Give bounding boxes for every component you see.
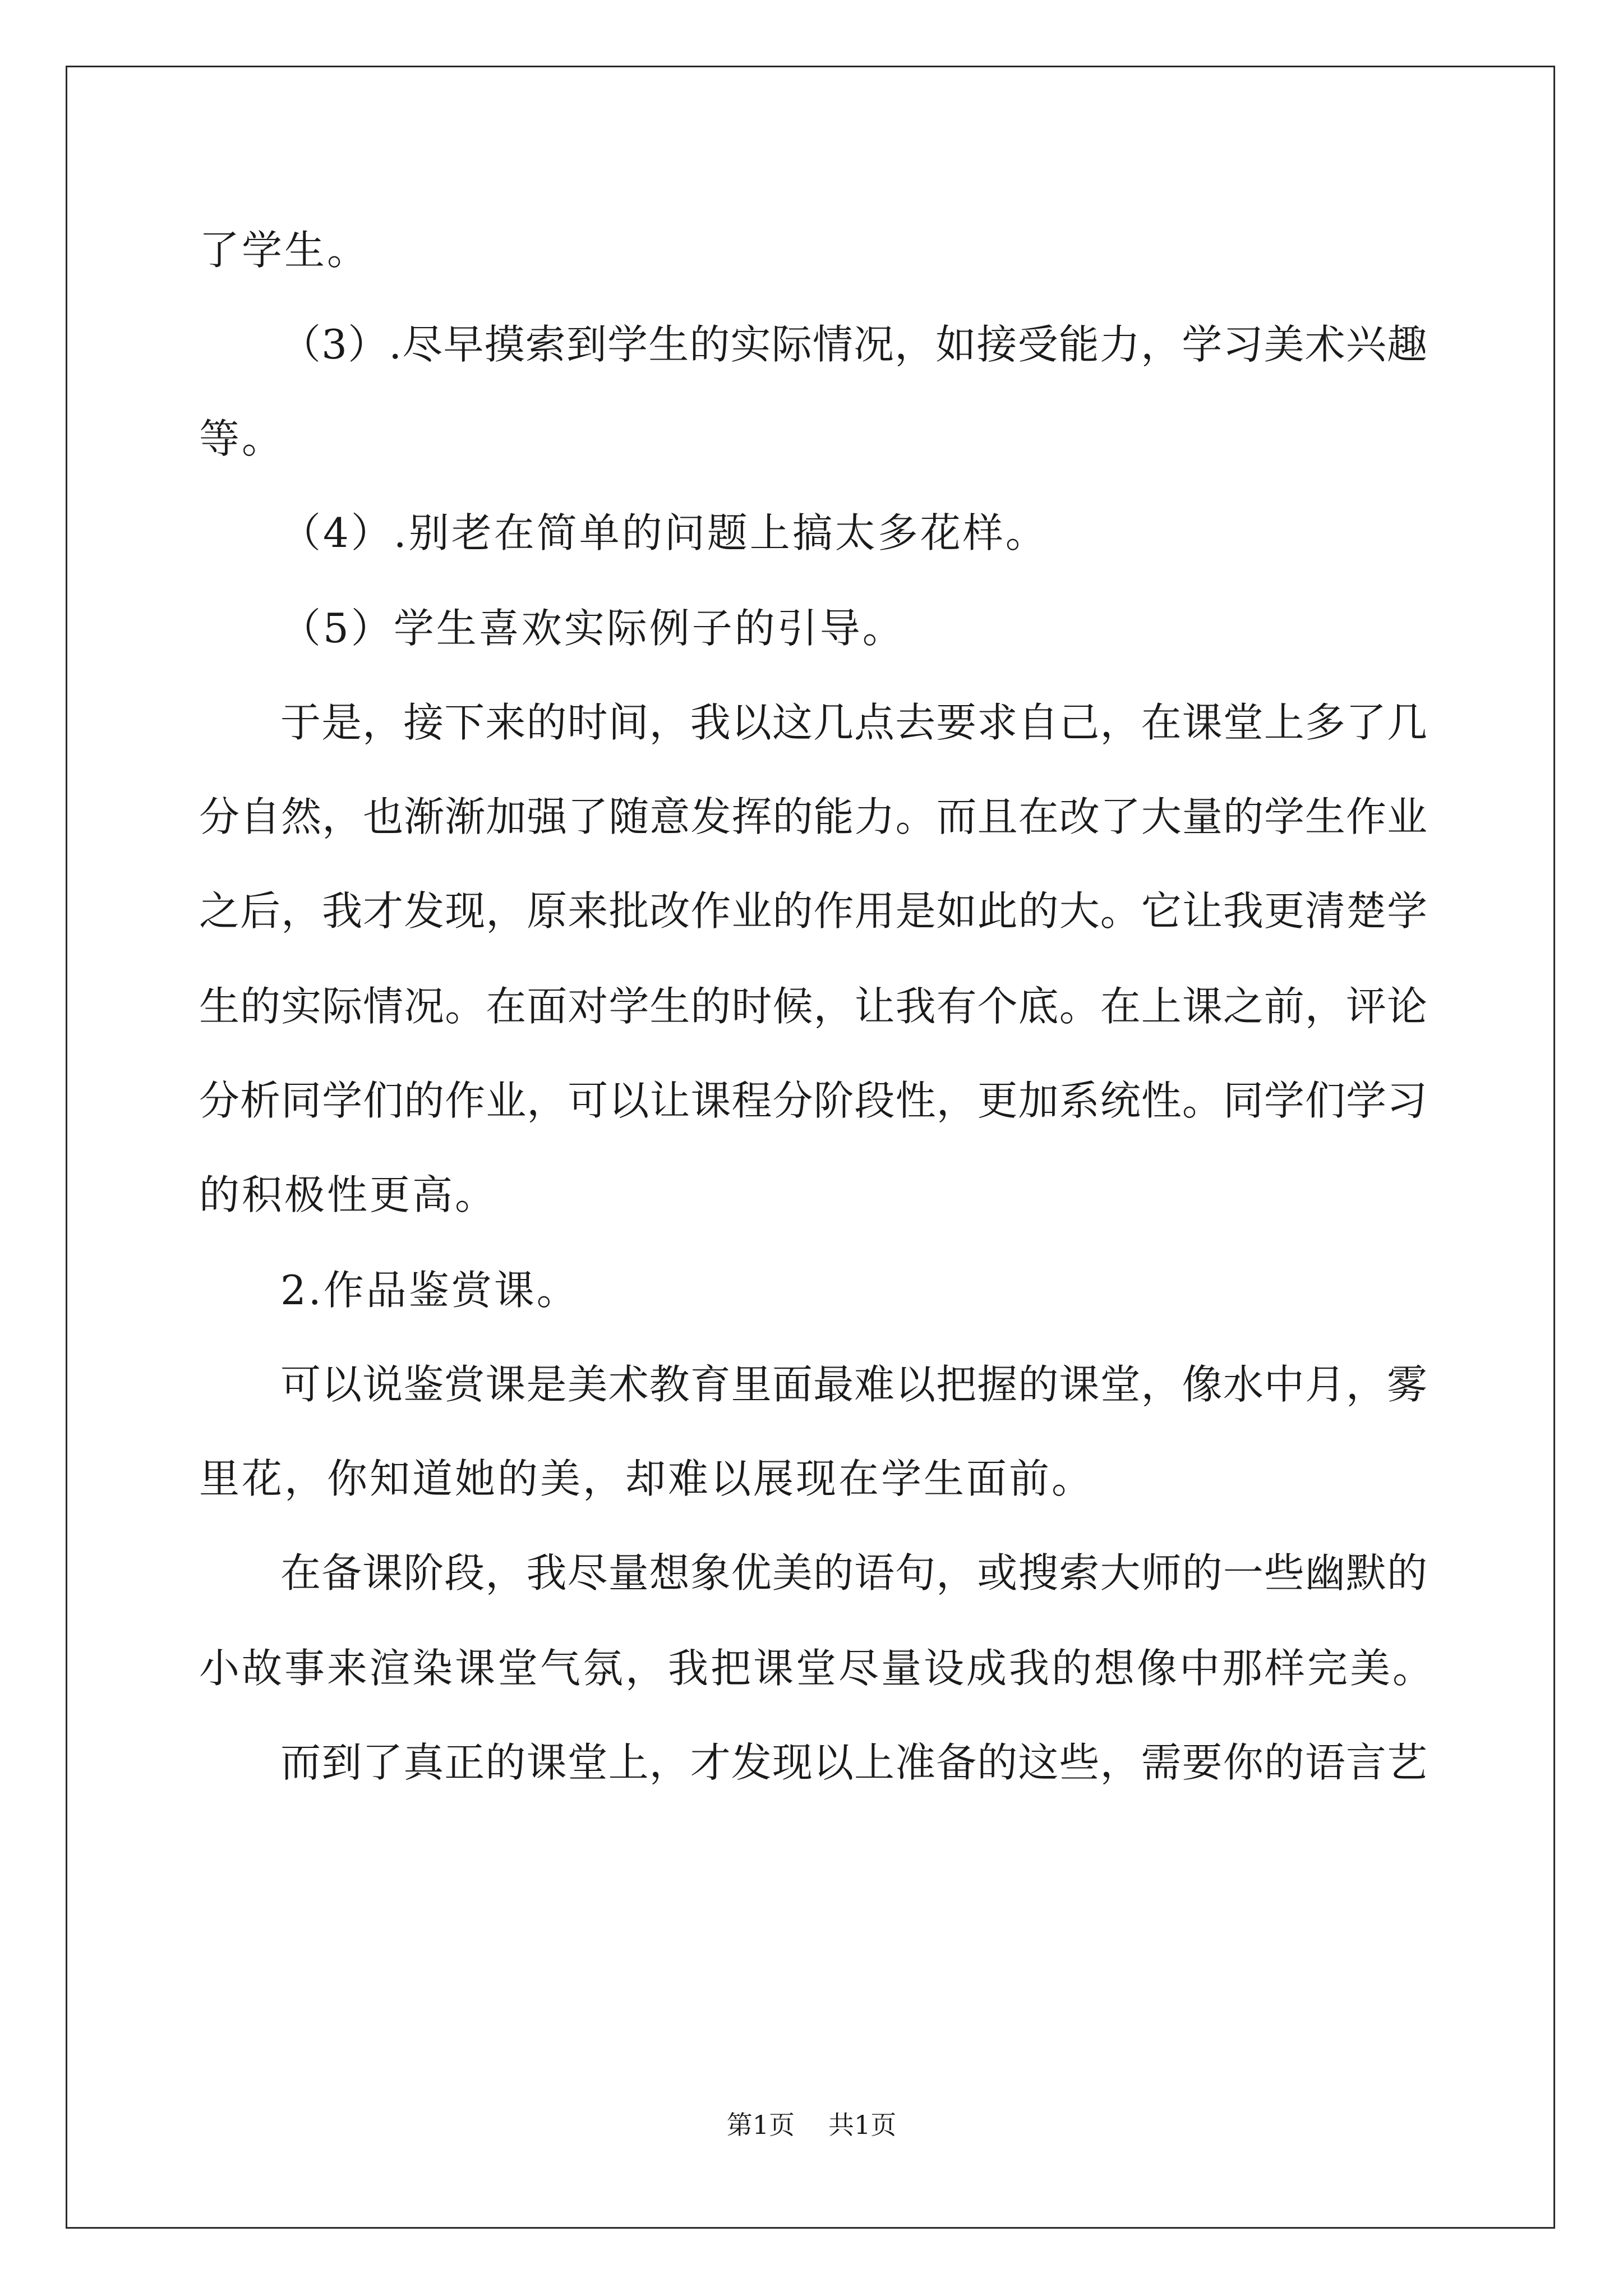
page-number: 第1页: [726, 2110, 795, 2140]
text-line: 分析同学们的作业，可以让课程分阶段性，更加系统性。同学们学习: [199, 1077, 1427, 1124]
text-line: 了学生。: [199, 227, 370, 274]
text-line: （5）学生喜欢实际例子的引导。: [280, 605, 905, 652]
text-line: 分自然，也渐渐加强了随意发挥的能力。而且在改了大量的学生作业: [199, 793, 1427, 840]
text-line: 而到了真正的课堂上，才发现以上准备的这些，需要你的语言艺: [280, 1739, 1427, 1786]
text-line: 生的实际情况。在面对学生的时候，让我有个底。在上课之前，评论: [199, 983, 1427, 1030]
text-line: 在备课阶段，我尽量想象优美的语句，或搜索大师的一些幽默的: [280, 1549, 1427, 1596]
text-line: 于是，接下来的时间，我以这几点去要求自己，在课堂上多了几: [280, 699, 1427, 746]
text-line: 小故事来渲染课堂气氛，我把课堂尽量设成我的想像中那样完美。: [199, 1645, 1436, 1692]
text-line: 等。: [199, 415, 285, 462]
page-count: 共1页: [828, 2110, 897, 2140]
page-border: [66, 66, 1555, 2229]
text-line: 的积极性更高。: [199, 1171, 498, 1218]
text-line: （3）.尽早摸索到学生的实际情况，如接受能力，学习美术兴趣: [280, 321, 1427, 368]
section-heading: 2.作品鉴赏课。: [280, 1267, 579, 1314]
text-line: 可以说鉴赏课是美术教育里面最难以把握的课堂，像水中月，雾: [280, 1361, 1427, 1408]
text-line: 之后，我才发现，原来批改作业的作用是如此的大。它让我更清楚学: [199, 887, 1427, 935]
text-line: 里花，你知道她的美，却难以展现在学生面前。: [199, 1455, 1095, 1502]
page-footer: [0, 2108, 1623, 2142]
text-line: （4）.别老在简单的问题上搞太多花样。: [280, 509, 1048, 556]
